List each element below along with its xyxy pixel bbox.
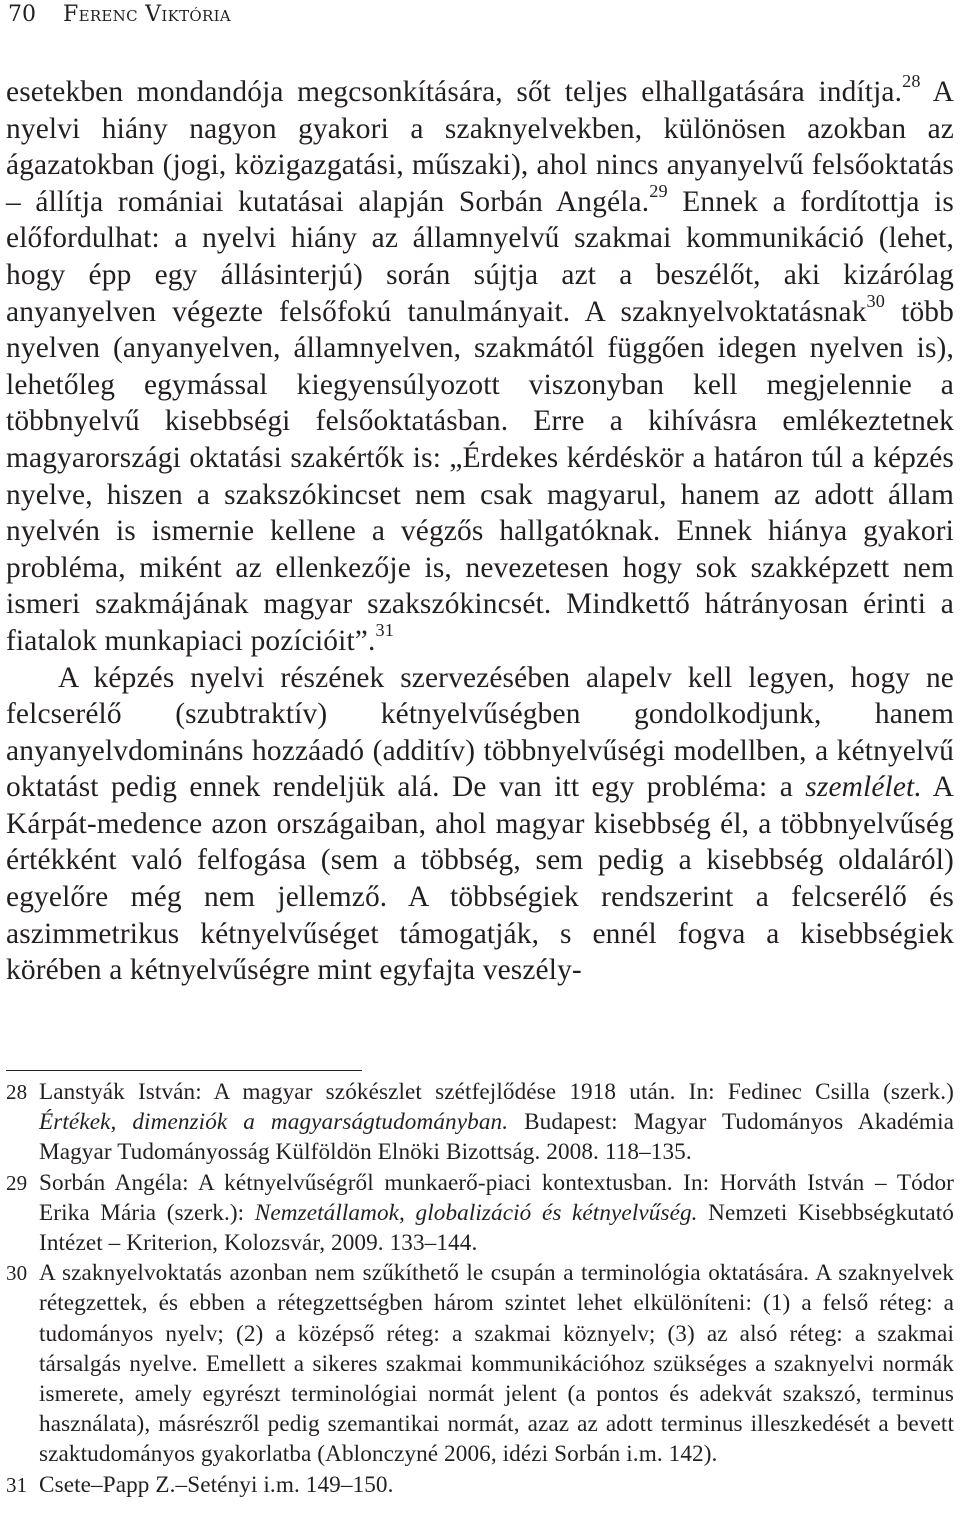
running-author: Ferenc Viktória	[63, 2, 231, 27]
footnote-title: Nemzetállamok, globalizáció és kétnyelvűség.	[254, 1199, 698, 1226]
footnote-ref-29[interactable]: 29	[649, 180, 668, 201]
page-number: 70	[8, 2, 36, 27]
footnote-run: Budapest: Magyar Tudományos Akadémia Magyar Tudományosság Külföldön Elnöki Bizottság. 2008. 118–135.	[39, 1109, 954, 1166]
footnote-ref-30[interactable]: 30	[866, 290, 886, 311]
paragraph-2	[6, 660, 954, 989]
footnote-30	[6, 1258, 954, 1469]
running-header	[8, 2, 231, 27]
emphasis: szemlélet.	[805, 771, 922, 804]
footnote-number: 28	[6, 1080, 28, 1104]
footnote-run: A szaknyelvoktatás azonban nem szűkíthető le csupán a terminológia oktatására. A szaknyelvek rétegzettek, és ebben a rétegzettségben három szintet lehet elkülöníteni: (1) a felső réteg: a tudományos nyelv; (2) a középső réteg: a szakmai köznyelv; (3) az alsó réteg: a szakmai társalgás nyelve. Emellett a sikeres szakmai kommunikációhoz szükséges a szaknyelvi normák ismerete, amely egyrészt terminológiai normát jelent (a pontos és adekvát szakszó, terminus használata), másrészről pedig szemantikai normát, azaz az adott terminus illeszkedését a bevett szaktudományos gyakorlatba (Ablonczyné 2006, idézi Sorbán i.m. 142).	[39, 1260, 954, 1468]
footnote-title: Értékek, dimenziók a magyarságtudományban.	[39, 1109, 509, 1136]
footnote-ref-28[interactable]: 28	[902, 70, 921, 91]
text-run: esetekben mondandója megcsonkítására, sőt teljes elhallgatására indítja.	[6, 76, 903, 108]
footnote-run: Csete–Papp Z.–Setényi i.m. 149–150.	[39, 1471, 394, 1498]
footnote-run: Sorbán Angéla: A kétnyelvűségről munkaerő-piaci kontextusban. In: Horváth István – Tódor Erika Mária (szerk.):	[39, 1169, 954, 1226]
footnote-ref-31[interactable]: 31	[375, 619, 394, 640]
footnote-29	[6, 1168, 954, 1259]
footnote-text	[39, 1168, 954, 1259]
main-text	[6, 70, 954, 989]
footnote-28	[6, 1077, 954, 1168]
footnote-number: 31	[6, 1472, 28, 1497]
footnote-text	[39, 1077, 954, 1168]
paragraph-1	[6, 70, 954, 660]
footnote-text	[39, 1470, 954, 1500]
footnote-number: 30	[6, 1261, 28, 1286]
footnote-number: 29	[6, 1170, 28, 1195]
footnote-run: Lanstyák István: A magyar szókészlet szétfejlődése 1918 után. In: Fedinec Csilla (szerk.)	[39, 1079, 954, 1105]
text-run: A képzés nyelvi részének szervezésében alapelv kell legyen, hogy ne felcserélő (szubtraktív) kétnyelvűségben gondolkodjunk, hanem anyanyelvdomináns hozzáadó (additív) többnyelvűségi modellben, a kétnyelvű oktatást pedig ennek rendeljük alá. De van itt egy probléma: a	[6, 661, 954, 804]
footnote-text	[39, 1258, 954, 1469]
footnotes	[6, 1077, 954, 1500]
text-run: több nyelven (anyanyelven, államnyelven, szakmától függően idegen nyelven is), lehetőleg egymással kiegyensúlyozott viszonyban kell megjelennie a többnyelvű kisebbségi felsőoktatásban. Erre a kihívásra emlékeztetnek magyarországi oktatási szakértők is: „Érdekes kérdéskör a határon túl a képzés nyelve, hiszen a szakszókincset nem csak magyarul, hanem az adott állam nyelvén is ismernie kellene a végzős hallgatóknak. Ennek hiánya gyakori probléma, miként az ellenkezője is, nevezetesen hogy sok szakképzett nem ismeri szakmájának magyar szakszókincsét. Mindkettő hátrányosan érinti a fiatalok munkapiaci pozícióit”.	[6, 295, 954, 657]
footnote-divider	[6, 1070, 362, 1071]
text-run: A nyelvi hiány nagyon gyakori a szaknyelvekben, különösen azokban az ágazatokban (jogi, közigazgatási, műszaki), ahol nincs anyanyelvű felsőoktatás – állítja romániai kutatásai alapján Sorbán Angéla.	[6, 76, 954, 218]
footnote-31	[6, 1470, 954, 1500]
footnote-run: Nemzeti Kisebbségkutató Intézet – Kriterion, Kolozsvár, 2009. 133–144.	[39, 1199, 954, 1257]
text-run: Ennek a fordítottja is előfordulhat: a nyelvi hiány az államnyelvű szakmai kommunikáció (lehet, hogy épp egy állásinterjú) során sújtja azt a beszélőt, aki kizárólag anyanyelven végezte felsőfokú tanulmányait. A szaknyelvoktatásnak	[6, 185, 954, 328]
text-run: A Kárpát-medence azon országaiban, ahol magyar kisebbség él, a többnyelvűség értékként való felfogása (sem a többség, sem pedig a kisebbség oldaláról) egyelőre még nem jellemző. A többségiek rendszerint a felcserélő és aszimmetrikus kétnyelvűséget támogatják, s ennél fogva a kisebbségiek körében a kétnyelvűségre mint egyfajta veszély-	[6, 771, 954, 987]
